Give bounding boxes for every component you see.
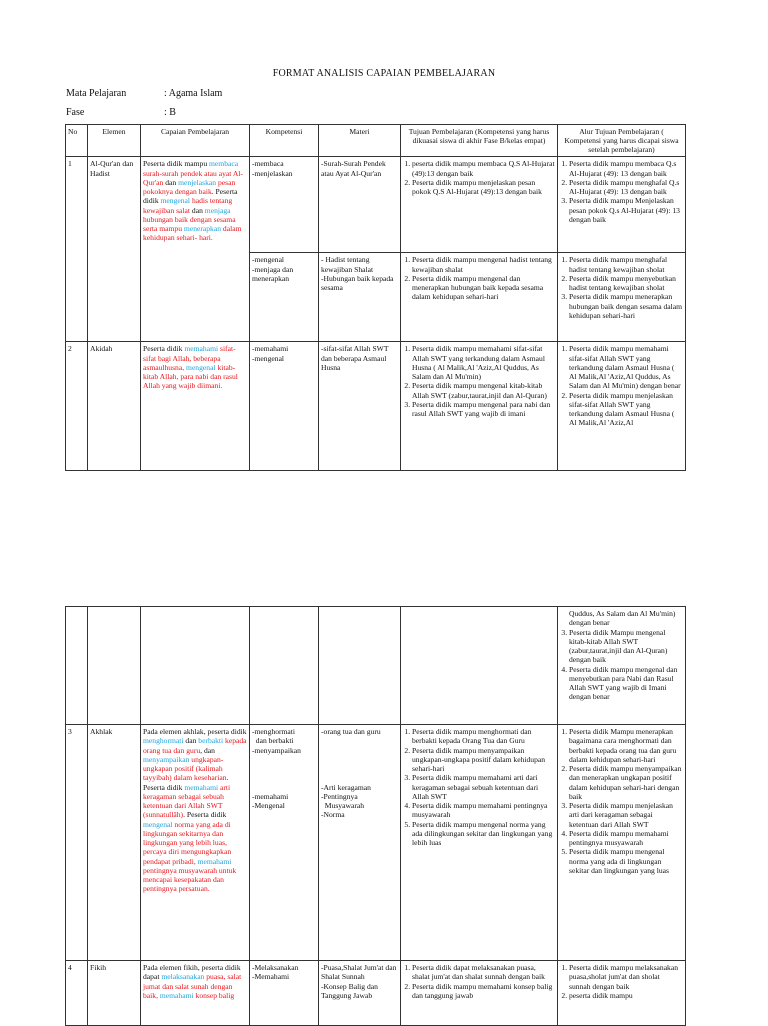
- numbered-list: [560, 344, 683, 427]
- row2cont-materi: [319, 607, 401, 725]
- numbered-list: [403, 963, 555, 1000]
- cp-text-segment: pesan pokoknya dengan baik: [143, 177, 236, 197]
- cp-text-segment: berbakti: [198, 736, 224, 746]
- row1-elemen: Al-Qur'an dan Hadist: [88, 157, 141, 342]
- cp-text-segment: menerapkan: [183, 224, 222, 234]
- list-item: 1. Peserta didik mampu melaksanakan puasa,sholat jum'at dan sholat sunnah dengan baik: [569, 963, 683, 991]
- list-item: 2. Peserta didik mampu menyebutkan hadist tentang kewajiban sholat: [569, 274, 683, 293]
- row2-materi: -sifat-sifat Allah SWT dan beberapa Asmaul Husna: [319, 342, 401, 471]
- list-item: 1. Peserta didik mampu menghafal hadist tentang kewajiban sholat: [569, 255, 683, 274]
- row2cont-tujuan: [401, 607, 558, 725]
- row3-capaian: [141, 725, 250, 961]
- analysis-table-page1: [65, 124, 686, 471]
- cp-text-segment: , dan: [200, 745, 215, 755]
- numbered-list: [403, 344, 555, 418]
- list-item: 2. Peserta didik mampu mengenal dan menerapkan hubungan baik kepada sesama dalam kehidupan sehari-hari: [412, 274, 555, 302]
- cp-text-segment: Pada elemen fikih, peserta didik dapat: [143, 963, 241, 982]
- list-item: 1. Peserta didik mampu membaca Q.s Al-Hujarat (49): 13 dengan baik: [569, 159, 683, 178]
- cp-text-segment: mengenal: [186, 362, 216, 372]
- cp-text-segment: mengenal: [143, 819, 173, 829]
- list-item: 4. Peserta didik mampu mengenal dan menyebutkan para Nabi dan Rasul Allah SWT yang wajib di Imani dengan benar: [569, 665, 683, 702]
- cp-text-segment: memahami: [197, 856, 232, 866]
- list-item: 1. Peserta didik mampu mengenal hadist tentang kewajiban shalat: [412, 255, 555, 274]
- row3-tujuan: [401, 725, 558, 961]
- row1-tujuan-a: [401, 157, 558, 253]
- table-row: [66, 607, 686, 725]
- list-item: 1. Peserta didik mampu memahami sifat-sifat Allah SWT yang terkandung dalam Asmaul Husna ( Al Malik,Al 'Aziz,Al Quddus, As Salam dan Al Mu'min): [412, 344, 555, 381]
- cp-text-segment: dan: [163, 177, 179, 187]
- cp-text-segment: sifat-sifat bagi Allah, beberapa asmaulhusna,: [143, 344, 236, 372]
- row3-elemen: Akhlak: [88, 725, 141, 961]
- row2cont-no: [66, 607, 88, 725]
- list-item: 1. Peserta didik mampu menghormati dan berbakti kepada Orang Tua dan Guru: [412, 727, 555, 746]
- meta-phase: [66, 107, 176, 118]
- list-item: 4. Peserta didik mampu memahami pentingnya musyawarah: [569, 829, 683, 848]
- list-item: 2. Peserta didik mampu menghafal Q.s Al-Hujarat (49): 13 dengan baik: [569, 178, 683, 197]
- table-header-row: [66, 125, 686, 157]
- numbered-list: [560, 727, 683, 875]
- row3-materi: -orang tua dan guru -Arti keragaman -Pentingnya Musyawarah -Norma: [319, 725, 401, 961]
- cp-text-segment: . Peserta didik: [143, 773, 229, 792]
- list-item: 2. Peserta didik mampu menjelaskan pesan pokok Q.S Al-Hujarat (49):13 dengan baik: [412, 178, 555, 197]
- row4-kompetensi: -Melaksanakan -Memahami: [250, 961, 319, 1026]
- header-alur: Alur Tujuan Pembelajaran ( Kompetensi yang harus dicapai siswa setelah pembelajaran): [558, 125, 686, 157]
- row1-kompetensi-a: -membaca -menjelaskan: [250, 157, 319, 253]
- list-item: 3. Peserta didik mampu menjelaskan arti dari keragaman sebagai ketentuan dari Allah SWT: [569, 801, 683, 829]
- cp-text-segment: dan: [183, 736, 199, 746]
- list-item: 2. Peserta didik mampu menjelaskan sifat-sifat Allah SWT yang terkandung dalam Asmaul Husna ( Al Malik,Al 'Aziz,Al: [569, 391, 683, 428]
- numbered-list: [560, 963, 683, 1000]
- list-item: 2. Peserta didik mampu menyampaikan dan menerapkan ungkapan positif dalam kehidupan sehari-hari dengan baik: [569, 764, 683, 801]
- list-item: 2. Peserta didik mampu mengenal kitab-kitab Allah SWT (zabur,taurat,injil dan Al-Quran): [412, 381, 555, 400]
- table-row: [66, 157, 686, 253]
- cp-text-segment: membaca: [209, 159, 239, 169]
- row2-alur: [558, 342, 686, 471]
- row2cont-alur-list: [560, 628, 683, 702]
- cp-text-segment: Peserta didik: [143, 344, 185, 354]
- row2-kompetensi: -memahami -mengenal: [250, 342, 319, 471]
- row1-materi-a: -Surah-Surah Pendek atau Ayat Al-Qur'an: [319, 157, 401, 253]
- numbered-list: [560, 255, 683, 320]
- cp-text-segment: menyampaikan: [143, 754, 190, 764]
- row3-kompetensi: -menghormati dan berbakti -menyampaikan -memahami -Mengenal: [250, 725, 319, 961]
- cp-text-segment: dalam kehidupan sehari- hari.: [143, 224, 242, 243]
- row4-materi: -Puasa,Shalat Jum'at dan Shalat Sunnah -Konsep Balig dan Tanggung Jawab: [319, 961, 401, 1026]
- cp-text-segment: . Peserta didik: [183, 810, 227, 820]
- cp-text-segment: kepada orang tua dan guru: [143, 736, 247, 755]
- cp-text-segment: kitab-kitab Allah, para nabi dan rasul Allah yang wajib diimani.: [143, 362, 238, 391]
- row2-capaian: [141, 342, 250, 471]
- cp-text-segment: dan: [190, 205, 205, 215]
- header-no: No: [66, 125, 88, 157]
- list-item: 2. peserta didik mampu: [569, 991, 683, 1000]
- cp-text-segment: memahami: [159, 990, 194, 1000]
- meta-phase-value: : B: [164, 107, 176, 118]
- row1-kompetensi-b: -mengenal -menjaga dan menerapkan: [250, 253, 319, 342]
- cp-text-segment: memahami: [184, 782, 219, 792]
- row1-alur-a: [558, 157, 686, 253]
- cp-text-segment: ungkapan-ungkapan positif (kalimah tayyibah) dalam keseharian: [143, 754, 227, 783]
- list-item: 4. Peserta didik mampu memahami pentingnya musyawarah: [412, 801, 555, 820]
- table-row: [66, 342, 686, 471]
- cp-text-segment: Pada elemen akhlak, peserta didik: [143, 727, 247, 736]
- row1-capaian: [141, 157, 250, 342]
- meta-subject-value: : Agama Islam: [164, 88, 223, 99]
- cp-text-segment: melaksanakan: [161, 972, 205, 982]
- row2cont-kompetensi: [250, 607, 319, 725]
- cp-text-segment: menjelaskan: [178, 177, 217, 187]
- list-item: 5. Peserta didik mampu mengenal norma yang ada di lingkungan sekitar dan lingkungan yang luas: [569, 847, 683, 875]
- cp-text-segment: pentingnya musyawarah untuk mencapai kesepakatan dan pentingnya persatuan.: [143, 865, 237, 894]
- list-item: 1. Peserta didik Mampu menerapkan bagaimana cara menghormati dan berbakti kepada orang tua dan guru dalam kehidupan sehari-hari: [569, 727, 683, 764]
- row1-tujuan-b: [401, 253, 558, 342]
- row2-no: 2: [66, 342, 88, 471]
- list-item: 2. Peserta didik mampu menyampaikan ungkapan-ungkapa positif dalam kehidupan sehari-hari: [412, 746, 555, 774]
- list-item: 1. Peserta didik dapat melaksanakan puasa, shalat jum'at dan shalat sunnah dengan baik: [412, 963, 555, 982]
- meta-subject-label: Mata Pelajaran: [66, 88, 127, 99]
- row4-elemen: Fikih: [88, 961, 141, 1026]
- cp-text-segment: hadis tentang kewajiban salat: [143, 196, 233, 215]
- table-row: [66, 725, 686, 961]
- cp-text-segment: hubungan baik dengan sesama serta mampu: [143, 214, 236, 234]
- row3-alur: [558, 725, 686, 961]
- row4-tujuan: [401, 961, 558, 1026]
- cp-text-segment: Peserta didik mampu: [143, 159, 210, 169]
- row1-alur-b: [558, 253, 686, 342]
- cp-text-segment: surah-surah pendek atau ayat Al-Qur'an: [143, 168, 243, 187]
- header-capaian: Capaian Pembelajaran: [141, 125, 250, 157]
- numbered-list: [403, 727, 555, 847]
- cp-text-segment: arti keragaman sebagai sebuah ketentuan dari Allah SWT (sunnatullāh): [143, 782, 231, 820]
- cp-text-segment: mengenal: [160, 196, 191, 206]
- row1-no: 1: [66, 157, 88, 342]
- list-item: 3. Peserta didik Mampu mengenal kitab-kitab Allah SWT (zabur,taurat,injil dan Al-Quran) dengan baik: [569, 628, 683, 665]
- cp-text-segment: norma yang ada di lingkungan sekitarnya dan lingkungan yang lebih luas, percaya diri mengungkapkan pendapat pribadi,: [143, 819, 232, 866]
- row2cont-capaian: [141, 607, 250, 725]
- row2cont-elemen: [88, 607, 141, 725]
- row2cont-alur-continued: Quddus, As Salam dan Al Mu'min) dengan benar: [569, 609, 676, 628]
- numbered-list: [560, 159, 683, 224]
- list-item: 5. Peserta didik mampu mengenal norma yang ada dilingkungan sekitar dan lingkungan yang lebih luas: [412, 820, 555, 848]
- header-tujuan: Tujuan Pembelajaran (Kompetensi yang harus dikuasai siswa di akhir Fase B/kelas empat): [401, 125, 558, 157]
- numbered-list: [403, 159, 555, 196]
- row4-alur: [558, 961, 686, 1026]
- cp-text-segment: puasa, salat jumat dan salat sunah dengan baik,: [143, 972, 242, 1000]
- cp-text-segment: konsep balig: [193, 990, 235, 1000]
- document-title: FORMAT ANALISIS CAPAIAN PEMBELAJARAN: [272, 68, 496, 79]
- row4-no: 4: [66, 961, 88, 1026]
- cp-text-segment: . Peserta didik: [143, 187, 238, 206]
- header-elemen: Elemen: [88, 125, 141, 157]
- header-materi: Materi: [319, 125, 401, 157]
- list-item: 3. Peserta didik mampu menerapkan hubungan baik dengan sesama dalam kehidupan sehari-hari: [569, 292, 683, 320]
- header-kompetensi: Kompetensi: [250, 125, 319, 157]
- table-row: [66, 961, 686, 1026]
- row2-elemen: Akidah: [88, 342, 141, 471]
- list-item: 3. Peserta didik mampu mengenal para nabi dan rasul Allah SWT yang wajib di imani: [412, 400, 555, 419]
- row1-materi-b: - Hadist tentang kewajiban Shalat -Hubungan baik kepada sesama: [319, 253, 401, 342]
- list-item: 3. Peserta didik mampu Menjelaskan pesan pokok Q.s Al-Hujarat (49): 13 dengan baik: [569, 196, 683, 224]
- cp-text-segment: menghormati: [143, 736, 184, 746]
- row3-no: 3: [66, 725, 88, 961]
- row2cont-alur: [558, 607, 686, 725]
- list-item: 1. Peserta didik mampu memahami sifat-sifat Allah SWT yang terkandung dalam Asmaul Husna ( Al Malik,Al 'Aziz,Al Quddus, As Salam dan Al Mu'min) dengan benar: [569, 344, 683, 390]
- list-item: 2. Peserta didik mampu memahami konsep balig dan tanggung jawab: [412, 982, 555, 1001]
- list-item: 1. peserta didik mampu membaca Q.S Al-Hujarat (49):13 dengan baik: [412, 159, 555, 178]
- cp-text-segment: memahami: [184, 344, 219, 354]
- row4-capaian: [141, 961, 250, 1026]
- analysis-table-page2: [65, 606, 686, 1026]
- meta-phase-label: Fase: [66, 107, 85, 118]
- list-item: 3. Peserta didik mampu memahami arti dari keragaman sebagai sebuah ketentuan dari Allah SWT: [412, 773, 555, 801]
- meta-subject: [66, 88, 222, 99]
- row2-tujuan: [401, 342, 558, 471]
- cp-text-segment: menjaga: [204, 205, 231, 215]
- numbered-list: [403, 255, 555, 301]
